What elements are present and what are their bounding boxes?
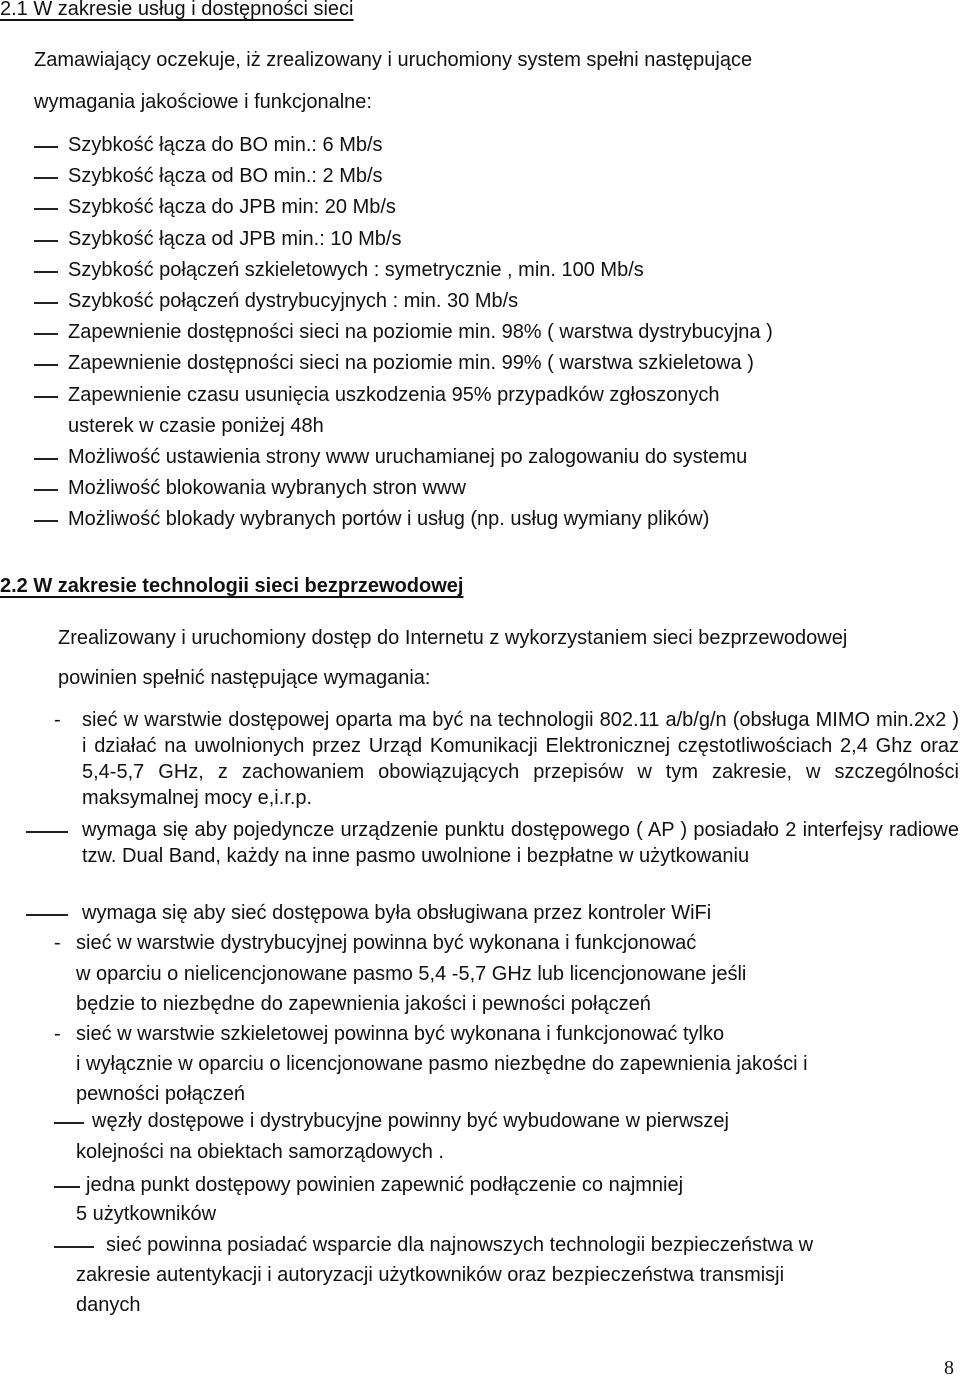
requirement-line: 5 użytkowników — [76, 1203, 217, 1225]
list-item-continuation: usterek w czasie poniżej 48h — [68, 415, 324, 437]
list-item: Szybkość łącza do JPB min: 20 Mb/s — [68, 196, 396, 218]
hyphen-bullet: - — [54, 1023, 61, 1045]
requirement-paragraph: wymaga się aby pojedyncze urządzenie punktu dostępowego ( AP ) posiadało 2 interfejsy radiowe tzw. Dual Band, każdy na inne pasmo uwolnione i bezpłatne w użytkowaniu — [82, 819, 959, 867]
requirement-paragraph: wymaga się aby sieć dostępowa była obsługiwana przez kontroler WiFi — [82, 902, 712, 924]
requirement-line: i wyłącznie w oparciu o licencjonowane pasmo niezbędne do zapewnienia jakości i — [76, 1053, 808, 1075]
dash-bullet — [26, 914, 68, 916]
dash-bullet — [34, 364, 58, 366]
list-item: Zapewnienie dostępności sieci na poziomie min. 98% ( warstwa dystrybucyjna ) — [68, 321, 773, 343]
list-item: Szybkość łącza od BO min.: 2 Mb/s — [68, 165, 383, 187]
requirement-line: sieć w warstwie dystrybucyjnej powinna być wykonana i funkcjonować — [76, 932, 697, 954]
section-2-1-title: 2.1 W zakresie usług i dostępności sieci — [0, 0, 354, 20]
requirement-line: kolejności na obiektach samorządowych . — [76, 1141, 444, 1163]
requirement-line: danych — [76, 1294, 141, 1316]
requirement-line: jedna punkt dostępowy powinien zapewnić podłączenie co najmniej — [86, 1174, 684, 1196]
list-item: Szybkość połączeń szkieletowych : symetrycznie , min. 100 Mb/s — [68, 259, 644, 281]
section-2-2-intro-line-2: powinien spełnić następujące wymagania: — [58, 667, 431, 689]
requirement-line: pewności połączeń — [76, 1083, 245, 1105]
section-2-2-title: 2.2 W zakresie technologii sieci bezprzewodowej — [0, 575, 464, 597]
requirement-line: w oparciu o nielicencjonowane pasmo 5,4 -5,7 GHz lub licencjonowane jeśli — [76, 963, 747, 985]
dash-bullet — [54, 1246, 94, 1248]
list-item: Szybkość łącza do BO min.: 6 Mb/s — [68, 134, 383, 156]
section-2-1-intro-line-1: Zamawiający oczekuje, iż zrealizowany i uruchomiony system spełni następujące — [34, 49, 753, 71]
dash-bullet — [34, 208, 58, 210]
list-item: Możliwość ustawienia strony www uruchamianej po zalogowaniu do systemu — [68, 446, 748, 468]
dash-bullet — [34, 333, 58, 335]
list-item: Możliwość blokowania wybranych stron www — [68, 477, 466, 499]
dash-bullet — [34, 177, 58, 179]
requirement-line: będzie to niezbędne do zapewnienia jakości i pewności połączeń — [76, 993, 651, 1015]
dash-bullet — [34, 396, 58, 398]
dash-bullet — [54, 1186, 80, 1188]
section-2-1-intro-line-2: wymagania jakościowe i funkcjonalne: — [34, 91, 372, 113]
list-item: Możliwość blokady wybranych portów i usług (np. usług wymiany plików) — [68, 508, 710, 530]
dash-bullet — [34, 302, 58, 304]
dash-bullet — [54, 1122, 84, 1124]
dash-bullet — [26, 831, 68, 833]
hyphen-bullet: - — [54, 932, 61, 954]
requirement-line: węzły dostępowe i dystrybucyjne powinny być wybudowane w pierwszej — [92, 1110, 729, 1132]
requirement-line: sieć powinna posiadać wsparcie dla najnowszych technologii bezpieczeństwa w — [106, 1234, 814, 1256]
list-item: Zapewnienie czasu usunięcia uszkodzenia 95% przypadków zgłoszonych — [68, 384, 720, 406]
list-item: Zapewnienie dostępności sieci na poziomie min. 99% ( warstwa szkieletowa ) — [68, 352, 754, 374]
page-number: 8 — [944, 1357, 954, 1379]
dash-bullet — [34, 146, 58, 148]
requirement-line: zakresie autentykacji i autoryzacji użytkowników oraz bezpieczeństwa transmisji — [76, 1264, 785, 1286]
dash-bullet — [34, 458, 58, 460]
dash-bullet — [34, 489, 58, 491]
hyphen-bullet: - — [54, 709, 61, 731]
list-item: Szybkość łącza od JPB min.: 10 Mb/s — [68, 228, 402, 250]
dash-bullet — [34, 240, 58, 242]
list-item: Szybkość połączeń dystrybucyjnych : min. 30 Mb/s — [68, 290, 519, 312]
section-2-2-intro-line-1: Zrealizowany i uruchomiony dostęp do Internetu z wykorzystaniem sieci bezprzewodowej — [58, 627, 848, 649]
requirement-paragraph: sieć w warstwie dostępowej oparta ma być na technologii 802.11 a/b/g/n (obsługa MIMO min.2x2 ) i działać na uwolnionych przez Urząd Komunikacji Elektronicznej częstotliwościach 2,4 Ghz oraz 5,4-5,7 GHz, z zachowaniem obowiązujących przepisów w tym zakresie, w szczególności maksymalnej mocy e,i.r.p. — [82, 709, 959, 809]
dash-bullet — [34, 520, 58, 522]
dash-bullet — [34, 271, 58, 273]
requirement-line: sieć w warstwie szkieletowej powinna być wykonana i funkcjonować tylko — [76, 1023, 725, 1045]
